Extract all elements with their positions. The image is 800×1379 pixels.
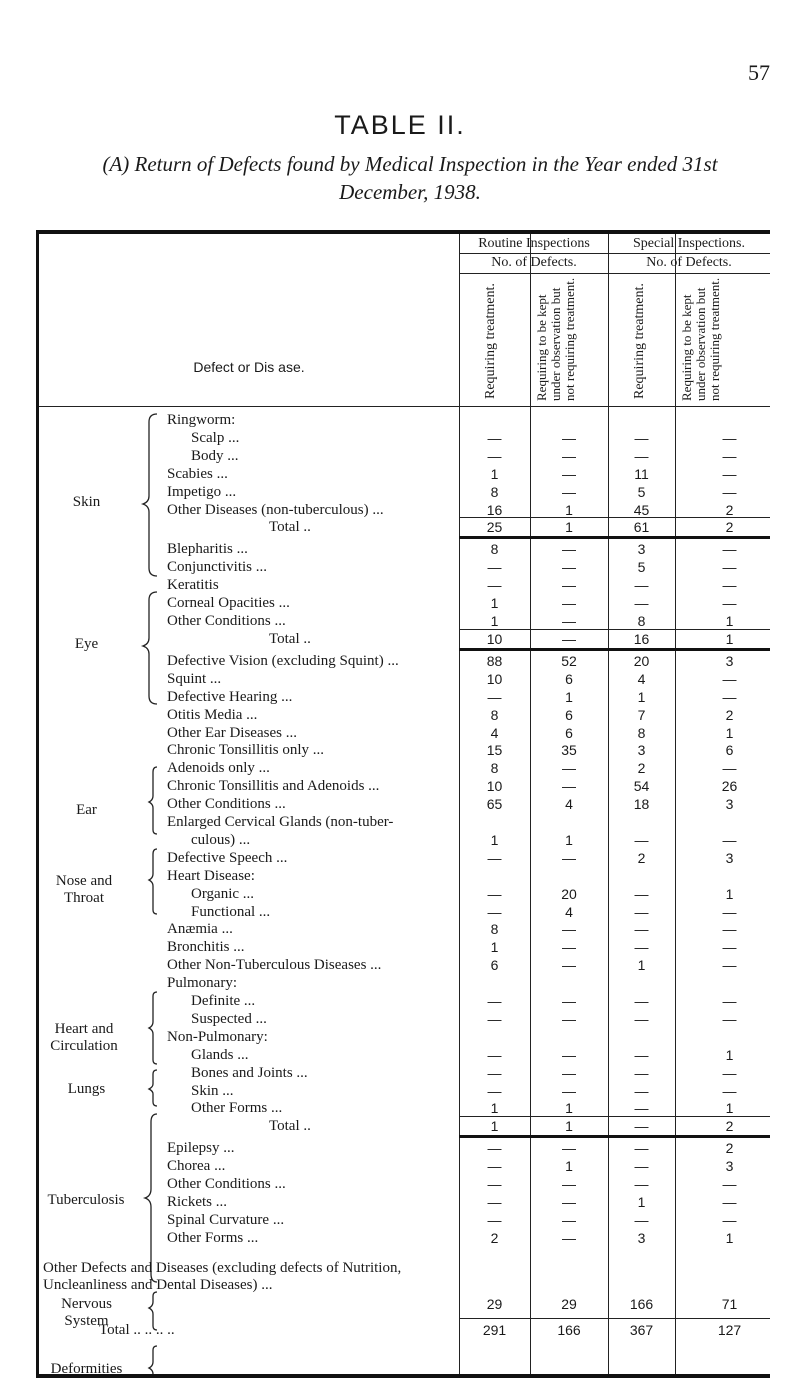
table-cell: 3 bbox=[725, 796, 734, 813]
table-cell: — bbox=[562, 541, 576, 558]
table-cell: — bbox=[487, 903, 502, 920]
table-cell: 29 bbox=[561, 1295, 577, 1312]
table-cell: 7 bbox=[637, 706, 646, 723]
table-cell: 3 bbox=[637, 541, 646, 558]
defect-label: Blepharitis ... bbox=[167, 541, 248, 558]
group-braces bbox=[39, 234, 169, 1374]
req-observation-header: Requiring to be kept under observation but not requiring treatment. bbox=[534, 277, 577, 401]
table-cell: — bbox=[722, 595, 737, 612]
table-cell: — bbox=[722, 577, 737, 594]
table-cell: 18 bbox=[633, 796, 650, 813]
table-cell: 10 bbox=[486, 630, 503, 647]
table-cell: — bbox=[562, 559, 576, 576]
table-cell: 1 bbox=[490, 595, 499, 612]
table-cell: — bbox=[634, 429, 649, 446]
table-cell: 10 bbox=[486, 670, 503, 687]
table-cell: — bbox=[634, 885, 649, 902]
defect-label: Defective Vision (excluding Squint) ... bbox=[167, 652, 399, 669]
table-cell: — bbox=[562, 939, 576, 956]
special-header: Special Inspections. bbox=[633, 236, 745, 251]
table-cell: 16 bbox=[633, 630, 650, 647]
table-cell: — bbox=[634, 921, 649, 938]
table-cell: 2 bbox=[490, 1229, 499, 1246]
table-cell: 6 bbox=[565, 706, 573, 723]
table-cell: — bbox=[487, 577, 502, 594]
table-cell: 1 bbox=[725, 613, 734, 629]
table-cell: 3 bbox=[725, 652, 734, 669]
table-cell: — bbox=[487, 447, 502, 464]
table-title: TABLE II. bbox=[334, 110, 466, 140]
defect-label: Squint ... bbox=[167, 670, 222, 687]
total-rule-bottom bbox=[459, 1135, 770, 1138]
table-cell: — bbox=[487, 885, 502, 902]
defect-label: Other Diseases (non-tuberculous) ... bbox=[167, 501, 384, 518]
defect-label: Other Conditions ... bbox=[167, 613, 286, 629]
group-tuberculosis: Tuberculosis bbox=[47, 1192, 125, 1208]
defect-label: Organic ... bbox=[191, 885, 255, 902]
defect-label: Enlarged Cervical Glands (non-tuber- bbox=[167, 814, 394, 830]
table-cell: 1 bbox=[490, 613, 499, 629]
table-cell: 8 bbox=[637, 724, 646, 741]
table-cell: 25 bbox=[486, 519, 503, 536]
table-cell: — bbox=[562, 447, 576, 464]
table-cell: — bbox=[562, 993, 576, 1009]
table-cell: — bbox=[634, 939, 649, 956]
defect-label: Other Conditions ... bbox=[167, 1176, 286, 1193]
table-cell: — bbox=[634, 1046, 649, 1063]
defect-label: Anæmia ... bbox=[167, 921, 233, 938]
table-cell: — bbox=[562, 957, 576, 974]
table-cell: 1 bbox=[725, 630, 734, 647]
defect-label: Suspected ... bbox=[191, 1010, 267, 1027]
table-cell: 166 bbox=[629, 1295, 654, 1312]
table-cell: 6 bbox=[565, 724, 573, 741]
defect-label: Rickets ... bbox=[167, 1194, 227, 1210]
table-cell: — bbox=[722, 760, 737, 777]
table-cell: 1 bbox=[490, 1118, 499, 1135]
routine-header: Routine Inspections bbox=[478, 236, 590, 251]
table-cell: 1 bbox=[637, 957, 646, 974]
table-cell: 1 bbox=[565, 1158, 573, 1175]
table-cell: 1 bbox=[490, 465, 499, 482]
group-nervous-system: Nervous System bbox=[61, 1296, 112, 1329]
table-cell: 2 bbox=[725, 501, 734, 518]
table-cell: 15 bbox=[486, 742, 503, 759]
table-cell: 1 bbox=[565, 688, 573, 705]
table-cell: — bbox=[562, 577, 576, 594]
table-cell: 3 bbox=[637, 742, 646, 759]
table-cell: — bbox=[722, 1064, 737, 1081]
header-rule bbox=[459, 253, 770, 254]
table-cell: 8 bbox=[637, 613, 646, 629]
table-cell: — bbox=[634, 595, 649, 612]
defect-label: Pulmonary: bbox=[167, 975, 237, 992]
table-cell: 6 bbox=[725, 742, 734, 759]
table-cell: — bbox=[722, 465, 737, 482]
table-cell: — bbox=[634, 993, 649, 1009]
table-cell: — bbox=[562, 760, 576, 777]
table-cell: — bbox=[722, 559, 737, 576]
table-cell: 61 bbox=[633, 519, 650, 536]
defect-label: Otitis Media ... bbox=[167, 706, 258, 723]
header-rule bbox=[459, 273, 770, 274]
table-cell: 8 bbox=[490, 760, 499, 777]
table-cell: — bbox=[722, 541, 737, 558]
defect-label: Ringworm: bbox=[167, 412, 236, 428]
defect-label: Scalp ... bbox=[191, 429, 240, 446]
table-cell: — bbox=[487, 849, 502, 866]
table-cell: — bbox=[562, 465, 576, 482]
table-cell: 2 bbox=[725, 519, 734, 536]
table-cell: 2 bbox=[725, 706, 734, 723]
defects-table bbox=[36, 230, 770, 1378]
table-cell: 4 bbox=[490, 724, 499, 741]
table-cell: — bbox=[562, 1176, 576, 1193]
table-cell: 1 bbox=[725, 1046, 734, 1063]
table-cell: — bbox=[634, 1010, 649, 1027]
table-cell: — bbox=[562, 1064, 576, 1081]
table-cell: 8 bbox=[490, 921, 499, 938]
defect-column-header: Defect or Dis ase. bbox=[193, 359, 305, 375]
defect-label: Functional ... bbox=[191, 903, 271, 920]
table-cell: — bbox=[722, 903, 737, 920]
defect-label: Spinal Curvature ... bbox=[167, 1211, 285, 1228]
table-cell: — bbox=[634, 1064, 649, 1081]
table-cell: 6 bbox=[490, 957, 499, 974]
table-cell: 8 bbox=[490, 706, 499, 723]
defect-label: Heart Disease: bbox=[167, 867, 255, 884]
table-cell: — bbox=[562, 1211, 576, 1228]
table-cell: 8 bbox=[490, 483, 499, 500]
defect-label: Glands ... bbox=[191, 1046, 249, 1063]
table-cell: — bbox=[562, 1082, 576, 1099]
total-rule-bottom bbox=[459, 648, 770, 651]
table-cell: — bbox=[722, 993, 737, 1009]
routine-no-defects: No. of Defects. bbox=[491, 255, 577, 270]
table-cell: 16 bbox=[486, 501, 503, 518]
defect-label: Adenoids only ... bbox=[167, 760, 270, 777]
column-rule bbox=[459, 234, 460, 1374]
table-cell: — bbox=[722, 1176, 737, 1193]
table-cell: — bbox=[634, 1140, 649, 1157]
table-cell: 71 bbox=[721, 1295, 738, 1312]
table-cell: — bbox=[634, 1100, 649, 1117]
table-cell: — bbox=[487, 1082, 502, 1099]
table-cell: — bbox=[562, 1194, 576, 1210]
table-cell: 5 bbox=[637, 559, 646, 576]
table-cell: 2 bbox=[725, 1118, 734, 1135]
table-cell: — bbox=[487, 1010, 502, 1027]
table-cell: 1 bbox=[637, 1194, 646, 1210]
defect-label: Scabies ... bbox=[167, 465, 228, 482]
table-cell: — bbox=[634, 447, 649, 464]
table-cell: 1 bbox=[565, 501, 573, 518]
defect-label: Keratitis bbox=[167, 577, 219, 594]
table-cell: — bbox=[722, 1082, 737, 1099]
total-rule-bottom bbox=[459, 536, 770, 539]
table-cell: 65 bbox=[486, 796, 503, 813]
defect-label: Other Ear Diseases ... bbox=[167, 724, 297, 741]
group-nose-throat: Nose and Throat bbox=[55, 873, 113, 906]
table-cell: — bbox=[562, 630, 576, 647]
table-cell: 26 bbox=[721, 778, 738, 795]
table-cell: — bbox=[562, 1010, 576, 1027]
table-cell: — bbox=[722, 429, 737, 446]
table-cell: — bbox=[722, 831, 737, 848]
group-ear: Ear bbox=[76, 802, 97, 818]
table-cell: — bbox=[722, 1010, 737, 1027]
table-cell: — bbox=[487, 688, 502, 705]
table-cell: — bbox=[634, 903, 649, 920]
table-cell: 10 bbox=[486, 778, 503, 795]
table-subtitle: (A) Return of Defects found by Medical Inspection in the Year ended 31st December, 1938. bbox=[102, 152, 718, 204]
table-cell: — bbox=[634, 1082, 649, 1099]
table-cell: 5 bbox=[637, 483, 646, 500]
column-rule bbox=[675, 234, 676, 1374]
defect-label: Defective Speech ... bbox=[167, 849, 288, 866]
defect-label: culous) ... bbox=[191, 831, 251, 848]
table-cell: 4 bbox=[565, 903, 573, 920]
defect-label: Bronchitis ... bbox=[167, 939, 245, 956]
table-cell: 1 bbox=[490, 939, 499, 956]
group-skin: Skin bbox=[72, 494, 101, 510]
grand-total-rule bbox=[459, 1318, 770, 1319]
table-cell: 1 bbox=[490, 1100, 499, 1117]
table-cell: 4 bbox=[637, 670, 646, 687]
table-cell: — bbox=[562, 595, 576, 612]
column-rule bbox=[608, 234, 609, 1374]
table-cell: — bbox=[722, 921, 737, 938]
defect-label: Conjunctivitis ... bbox=[167, 559, 268, 576]
defect-label: Epilepsy ... bbox=[167, 1140, 235, 1157]
table-cell: 1 bbox=[565, 1100, 573, 1117]
defect-label: Other Forms ... bbox=[191, 1100, 283, 1117]
table-cell: 1 bbox=[565, 519, 573, 536]
table-cell: — bbox=[487, 1211, 502, 1228]
table-cell: — bbox=[487, 1176, 502, 1193]
defect-label: Chronic Tonsillitis and Adenoids ... bbox=[167, 778, 380, 795]
table-cell: 1 bbox=[725, 1100, 734, 1117]
table-cell: — bbox=[562, 613, 576, 629]
table-cell: — bbox=[562, 1046, 576, 1063]
table-cell: — bbox=[722, 447, 737, 464]
table-cell: 3 bbox=[637, 1229, 646, 1246]
table-cell: — bbox=[562, 921, 576, 938]
table-cell: — bbox=[722, 688, 737, 705]
table-cell: 8 bbox=[490, 541, 499, 558]
grand-total-cell: 291 bbox=[482, 1321, 507, 1338]
table-cell: 1 bbox=[565, 831, 573, 848]
defect-label: Body ... bbox=[191, 447, 239, 464]
table-cell: 1 bbox=[490, 831, 499, 848]
table-cell: — bbox=[722, 1211, 737, 1228]
defect-label: Other Conditions ... bbox=[167, 796, 286, 813]
table-cell: — bbox=[487, 1194, 502, 1210]
table-cell: 45 bbox=[633, 501, 650, 518]
table-cell: 29 bbox=[486, 1295, 503, 1312]
other-defects-label: Other Defects and Diseases (excluding defects of Nutrition, Uncleanliness and Dental Diseases) ... bbox=[43, 1259, 402, 1293]
table-cell: 20 bbox=[633, 652, 650, 669]
table-cell: — bbox=[487, 1064, 502, 1081]
grand-total-cell: 166 bbox=[557, 1321, 581, 1338]
table-cell: — bbox=[634, 577, 649, 594]
special-no-defects: No. of Defects. bbox=[646, 255, 732, 270]
defect-label: Definite ... bbox=[191, 993, 256, 1009]
req-observation-header-special: Requiring to be kept under observation but not requiring treatment. bbox=[679, 277, 722, 401]
table-cell: — bbox=[722, 670, 737, 687]
grand-total-label: Total .. .. .. .. bbox=[99, 1321, 175, 1338]
defect-label: Impetigo ... bbox=[167, 483, 237, 500]
table-cell: — bbox=[562, 429, 576, 446]
defect-label: Other Non-Tuberculous Diseases ... bbox=[167, 957, 382, 974]
table-cell: — bbox=[562, 778, 576, 795]
group-heart-circulation: Heart and Circulation bbox=[50, 1021, 118, 1054]
table-cell: — bbox=[634, 1176, 649, 1193]
table-cell: 2 bbox=[637, 760, 646, 777]
total-rule-top bbox=[459, 629, 770, 630]
table-cell: — bbox=[722, 1194, 737, 1210]
req-treatment-header-special: Requiring treatment. bbox=[632, 283, 647, 399]
table-cell: — bbox=[562, 849, 576, 866]
page-number: 57 bbox=[748, 60, 770, 85]
table-cell: — bbox=[722, 483, 737, 500]
table-cell: 88 bbox=[486, 652, 503, 669]
total-row-label: Total .. bbox=[269, 1118, 311, 1135]
total-row-label: Total .. bbox=[269, 630, 311, 647]
total-rule-top bbox=[459, 517, 770, 518]
table-cell: 54 bbox=[633, 778, 650, 795]
defect-label: Chronic Tonsillitis only ... bbox=[167, 742, 325, 759]
grand-total-cell: 367 bbox=[629, 1321, 654, 1338]
table-cell: — bbox=[487, 559, 502, 576]
table-cell: 11 bbox=[634, 465, 649, 482]
group-eye: Eye bbox=[74, 636, 99, 652]
table-cell: 3 bbox=[725, 849, 734, 866]
table-cell: — bbox=[634, 1158, 649, 1175]
defect-label: Other Forms ... bbox=[167, 1229, 259, 1246]
req-treatment-header: Requiring treatment. bbox=[483, 283, 498, 399]
table-cell: — bbox=[487, 993, 502, 1009]
grand-total-cell: 127 bbox=[717, 1321, 742, 1338]
group-lungs: Lungs bbox=[67, 1081, 106, 1097]
column-rule bbox=[530, 234, 531, 1374]
table-cell: 6 bbox=[565, 670, 573, 687]
total-row-label: Total .. bbox=[269, 519, 311, 536]
table-cell: — bbox=[562, 1140, 576, 1157]
defect-label: Chorea ... bbox=[167, 1158, 226, 1175]
table-cell: 1 bbox=[725, 1229, 734, 1246]
table-cell: 4 bbox=[565, 796, 573, 813]
table-cell: — bbox=[487, 429, 502, 446]
defect-label: Defective Hearing ... bbox=[167, 688, 293, 705]
table-cell: — bbox=[722, 939, 737, 956]
table-cell: 2 bbox=[637, 849, 646, 866]
table-cell: — bbox=[487, 1140, 502, 1157]
table-cell: — bbox=[634, 1118, 649, 1135]
table-cell: — bbox=[562, 1229, 576, 1246]
defect-label: Non-Pulmonary: bbox=[167, 1028, 268, 1045]
table-cell: — bbox=[634, 1211, 649, 1228]
defect-label: Skin ... bbox=[191, 1082, 234, 1099]
table-cell: — bbox=[487, 1046, 502, 1063]
defect-label: Bones and Joints ... bbox=[191, 1064, 308, 1081]
group-deformities: Deformities bbox=[50, 1361, 123, 1377]
table-cell: 1 bbox=[725, 885, 734, 902]
defect-label: Corneal Opacities ... bbox=[167, 595, 290, 612]
table-cell: 52 bbox=[561, 652, 577, 669]
table-cell: 1 bbox=[565, 1118, 573, 1135]
table-cell: — bbox=[562, 483, 576, 500]
table-cell: 2 bbox=[725, 1140, 734, 1157]
table-cell: — bbox=[634, 831, 649, 848]
table-cell: 1 bbox=[637, 688, 646, 705]
table-cell: 20 bbox=[561, 885, 577, 902]
table-cell: 35 bbox=[561, 742, 577, 759]
table-cell: 1 bbox=[725, 724, 734, 741]
total-rule-top bbox=[459, 1116, 770, 1117]
table-cell: 3 bbox=[725, 1158, 734, 1175]
table-cell: — bbox=[487, 1158, 502, 1175]
table-cell: — bbox=[722, 957, 737, 974]
